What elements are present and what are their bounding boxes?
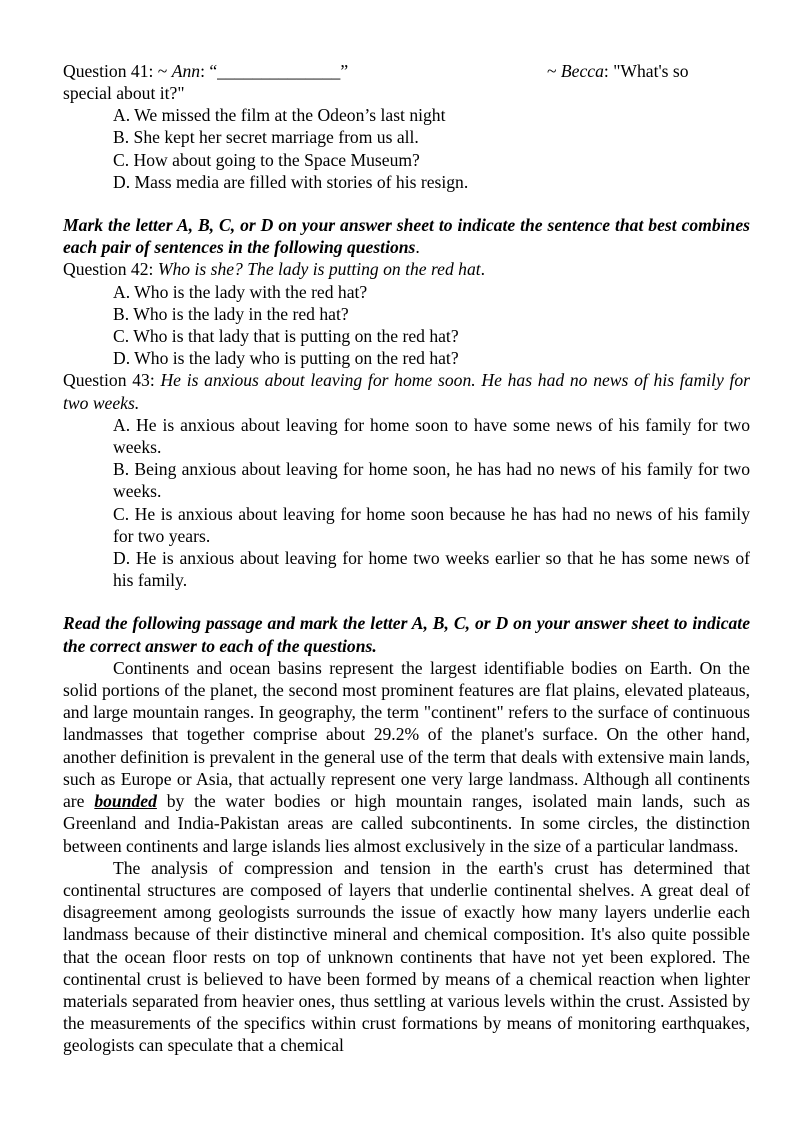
- q43-option-a: A. He is anxious about leaving for home soon to have some news of his family for two weeks.: [113, 414, 750, 458]
- question-41-label: Question 41: ~: [63, 61, 172, 81]
- question-41-blank: : “______________”: [200, 61, 349, 81]
- q42-option-d: D. Who is the lady who is putting on the red hat?: [113, 348, 459, 369]
- q43-option-b: B. Being anxious about leaving for home soon, he has had no news of his family for two weeks.: [113, 459, 750, 502]
- q42-option-a: A. Who is the lady with the red hat?: [113, 281, 368, 302]
- becca-reply-continued: special about it?": [63, 83, 185, 103]
- passage-paragraph-2: The analysis of compression and tension in the earth's crust has determined that continental structures are composed of layers that underlie continental shelves. A great deal of disagreement among geologists surrounds the issue of exactly how many layers underlie each landmass because of their distinctive mineral and chemical composition. It's also quite possible that the ocean floor rests on top of unknown continents that have not yet been explored. The continental crust is believed to have been formed by means of a chemical reaction when lighter materials separated from heavier ones, thus settling at various levels within the crust. Assisted by the measurements of the specifics within crust formations by means of monitoring earthquakes, geologists can speculate that a chemical: [63, 857, 750, 1056]
- spacer: [63, 193, 750, 214]
- speaker-ann: Ann: [171, 61, 201, 81]
- question-41-line: [63, 60, 750, 82]
- q41-option-b: B. She kept her secret marriage from us all.: [113, 127, 419, 148]
- q41-option-c: C. How about going to the Space Museum?: [113, 149, 420, 170]
- document-page: [63, 60, 750, 1057]
- q42-option-b: B. Who is the lady in the red hat?: [113, 303, 349, 324]
- q41-option-a: A. We missed the film at the Odeon’s last night: [113, 105, 446, 126]
- question-42: Question 42: Who is she? The lady is putting on the red hat.: [63, 259, 486, 280]
- question-43-label: Question 43:: [63, 370, 161, 391]
- q43-option-d: D. He is anxious about leaving for home two weeks earlier so that he has some news of his family.: [113, 548, 750, 591]
- becca-reply: ~ Becca: "What's so: [547, 61, 689, 81]
- q42-option-c: C. Who is that lady that is putting on the red hat?: [113, 326, 459, 347]
- question-43: [63, 369, 750, 413]
- combine-instruction: Mark the letter A, B, C, or D on your answer sheet to indicate the sentence that best combines each pair of sentences in the following questions.: [63, 215, 750, 258]
- question-42-label: Question 42:: [63, 259, 158, 280]
- passage-paragraph-1: Continents and ocean basins represent the largest identifiable bodies on Earth. On the solid portions of the planet, the second most prominent features are flat plains, elevated plateaus, and large mountain ranges. In geography, the term "continent" refers to the surface of continuous landmasses that together comprise about 29.2% of the planet's surface. On the other hand, another definition is prevalent in the general use of the term that deals with extensive main lands, such as Europe or Asia, that actually represent one very large landmass. Although all continents are bounded by the water bodies or high mountain ranges, isolated main lands, such as Greenland and India-Pakistan areas are called subcontinents. In some circles, the distinction between continents and large islands lies almost exclusively in the size of a particular landmass.: [63, 657, 750, 856]
- passage-keyword: bounded: [94, 791, 157, 812]
- question-43-prompt: He is anxious about leaving for home soon. He has had no news of his family for two weeks.: [63, 370, 751, 413]
- reading-instruction: Read the following passage and mark the letter A, B, C, or D on your answer sheet to indicate the correct answer to each of the questions.: [63, 613, 750, 656]
- q43-option-c: C. He is anxious about leaving for home soon because he has had no news of his family for two years.: [113, 503, 750, 546]
- speaker-becca: Becca: [560, 61, 604, 81]
- spacer: [63, 591, 750, 612]
- q41-option-d: D. Mass media are filled with stories of his resign.: [113, 171, 469, 192]
- question-42-prompt: Who is she? The lady is putting on the red hat: [157, 259, 481, 280]
